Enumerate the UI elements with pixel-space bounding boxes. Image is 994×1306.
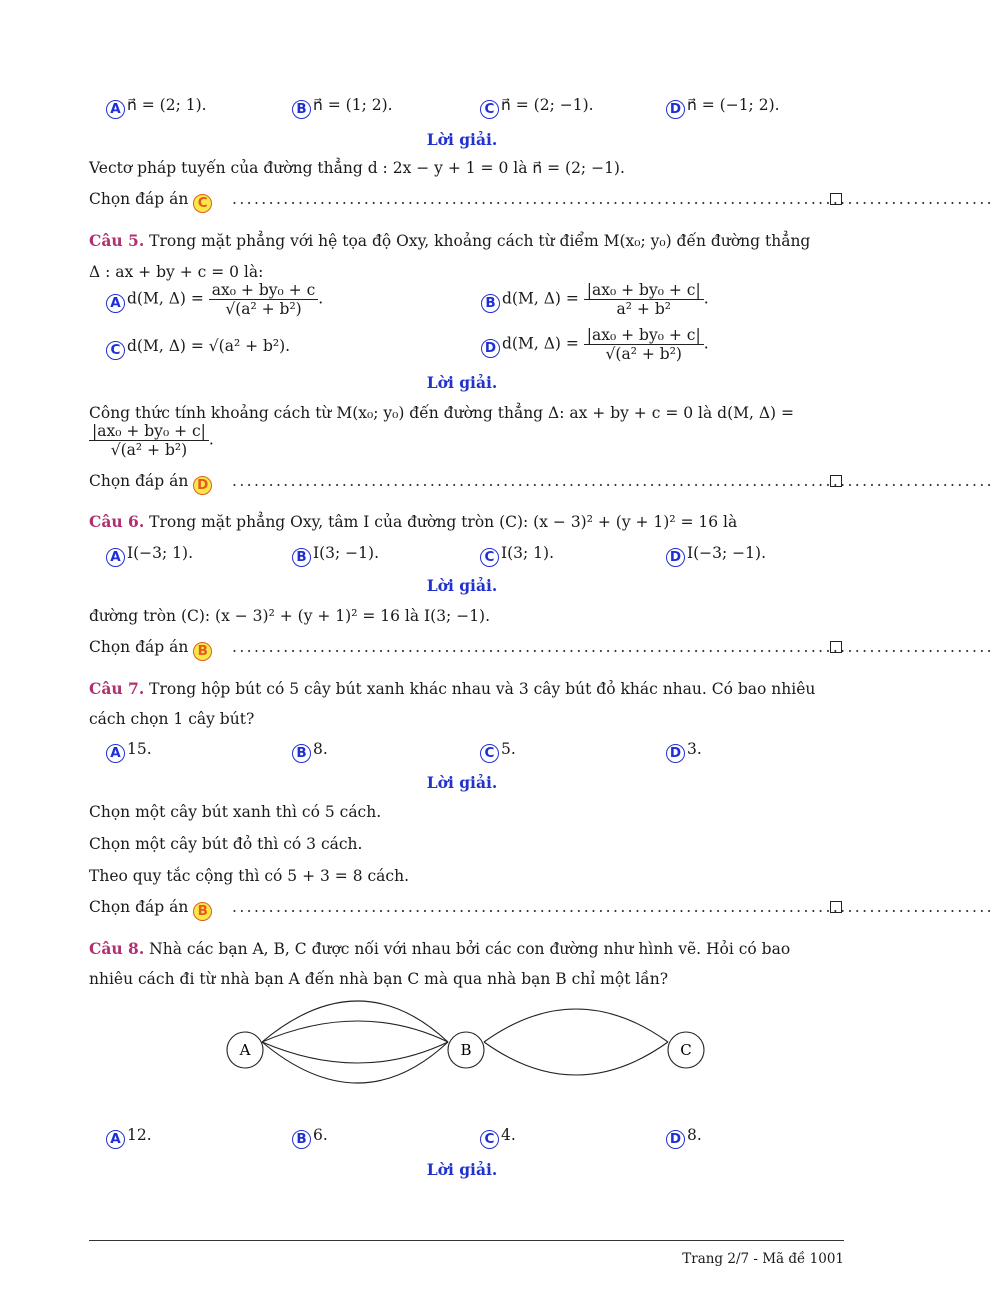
option-text: 6.	[313, 1126, 328, 1144]
fraction	[584, 326, 704, 363]
option-text: n⃗ = (−1; 2).	[687, 96, 780, 114]
option-text: n⃗ = (2; −1).	[501, 96, 594, 114]
q6-option-b	[292, 543, 379, 567]
option-text: I(3; 1).	[501, 544, 555, 562]
question-text-cont: nhiêu cách đi từ nhà bạn A đến nhà bạn C mà qua nhà bạn B chỉ một lần?	[89, 970, 669, 988]
option-badge: B	[292, 1130, 311, 1149]
q7-option-c	[480, 739, 516, 763]
solution-heading: Lời giải.	[426, 576, 498, 595]
answer-label: Chọn đáp án	[89, 898, 189, 916]
question-6	[89, 512, 737, 532]
answer-label: Chọn đáp án	[89, 472, 189, 490]
road-diagram	[0, 990, 924, 1100]
option-badge: B	[292, 548, 311, 567]
question-5	[89, 231, 810, 251]
option-text: 5.	[501, 740, 516, 758]
numerator: |ax₀ + by₀ + c|	[584, 326, 704, 345]
answer-badge: D	[193, 476, 212, 495]
solution-text: Vectơ pháp tuyến của đường thẳng d : 2x − y + 1 = 0 là n⃗ = (2; −1).	[89, 159, 625, 177]
answer-badge: B	[193, 902, 212, 921]
qed-box	[830, 475, 842, 487]
option-badge: A	[106, 1130, 125, 1149]
option-text: I(−3; −1).	[687, 544, 766, 562]
option-text: I(3; −1).	[313, 544, 380, 562]
q7-option-d	[666, 739, 702, 763]
dotted-leader: ........................................................................................................	[232, 898, 994, 916]
answer-label: Chọn đáp án	[89, 190, 189, 208]
qed-box	[830, 193, 842, 205]
road-a-b-2	[262, 1021, 448, 1042]
solution-line: Theo quy tắc cộng thì có 5 + 3 = 8 cách.	[89, 867, 410, 885]
q7-option-a	[106, 739, 152, 763]
option-badge: A	[106, 548, 125, 567]
q8-option-a	[106, 1125, 152, 1149]
q8-option-c	[480, 1125, 516, 1149]
option-text: 3.	[687, 740, 702, 758]
question-label: Câu 7.	[89, 679, 145, 698]
option-text: n⃗ = (1; 2).	[313, 96, 393, 114]
dotted-leader: ........................................................................................................	[232, 638, 994, 656]
option-badge: A	[106, 100, 125, 119]
option-b	[292, 95, 393, 119]
dotted-leader: ........................................................................................................	[232, 472, 994, 490]
node-a	[227, 1032, 263, 1068]
denominator: √(a² + b²)	[605, 345, 682, 363]
option-badge: D	[666, 100, 685, 119]
denominator: √(a² + b²)	[225, 300, 302, 318]
dotted-leader: ........................................................................................................	[232, 190, 994, 208]
solution-heading: Lời giải.	[426, 773, 498, 792]
q8-option-b	[292, 1125, 328, 1149]
question-text: Trong mặt phẳng Oxy, tâm I của đường tròn (C): (x − 3)² + (y + 1)² = 16 là	[149, 513, 738, 531]
option-badge: D	[481, 339, 500, 358]
option-text: 4.	[501, 1126, 516, 1144]
option-prefix: d(M, Δ) =	[502, 289, 579, 308]
fraction	[209, 281, 318, 318]
solution-line: Chọn một cây bút xanh thì có 5 cách.	[89, 803, 382, 821]
solution-fraction: $\frac{\text{|ax₀ + by₀ + c|}}{\text{√(a² + b²)}}$ .	[89, 422, 214, 459]
option-badge: D	[666, 744, 685, 763]
question-label: Câu 6.	[89, 512, 145, 531]
answer-line	[89, 189, 214, 213]
node-b	[448, 1032, 484, 1068]
q5-option-c	[106, 336, 290, 360]
question-7	[89, 679, 815, 699]
fraction	[89, 422, 209, 459]
question-8	[89, 939, 790, 959]
option-badge: C	[106, 341, 125, 360]
option-text: d(M, Δ) = √(a² + b²).	[127, 337, 291, 355]
option-d	[666, 95, 780, 119]
solution-text: đường tròn (C): (x − 3)² + (y + 1)² = 16 là I(3; −1).	[89, 607, 491, 625]
numerator: |ax₀ + by₀ + c|	[89, 422, 209, 441]
question-text-cont: Δ : ax + by + c = 0 là:	[89, 263, 264, 281]
option-badge: A	[106, 744, 125, 763]
road-b-c-2	[484, 1042, 668, 1075]
option-badge: C	[480, 548, 499, 567]
question-label: Câu 5.	[89, 231, 145, 250]
option-badge: C	[480, 744, 499, 763]
node-label: B	[460, 1041, 472, 1059]
roads-a-b	[262, 1001, 448, 1083]
q5-option-a: A d(M, Δ) = $\frac{\text{ax₀ + by₀ + c}}{\text{√(a² + b²)}}$ .	[106, 281, 323, 318]
road-b-c-1	[484, 1009, 668, 1042]
solution-heading: Lời giải.	[426, 373, 498, 392]
answer-line	[89, 897, 214, 921]
question-text-cont: cách chọn 1 cây bút?	[89, 710, 255, 728]
option-badge: B	[292, 744, 311, 763]
q6-option-a	[106, 543, 193, 567]
q6-option-c	[480, 543, 554, 567]
question-text: Nhà các bạn A, B, C được nối với nhau bởi các con đường như hình vẽ. Hỏi có bao	[149, 940, 791, 958]
road-a-b-3	[262, 1042, 448, 1063]
denominator: √(a² + b²)	[110, 441, 188, 459]
footer-rule	[89, 1240, 844, 1241]
option-a	[106, 95, 207, 119]
node-label: A	[239, 1041, 251, 1059]
question-text: Trong hộp bút có 5 cây bút xanh khác nhau và 3 cây bút đỏ khác nhau. Có bao nhiêu	[149, 680, 816, 698]
numerator: ax₀ + by₀ + c	[209, 281, 318, 300]
page-footer: Trang 2/7 - Mã đề 1001	[682, 1251, 844, 1267]
option-c	[480, 95, 594, 119]
q6-option-d	[666, 543, 766, 567]
option-text: 8.	[687, 1126, 702, 1144]
option-prefix: d(M, Δ) =	[502, 334, 579, 353]
option-text: 15.	[127, 740, 152, 758]
option-badge: A	[106, 294, 125, 313]
option-badge: C	[480, 1130, 499, 1149]
option-text: 8.	[313, 740, 328, 758]
option-badge: D	[666, 548, 685, 567]
option-badge: D	[666, 1130, 685, 1149]
q5-option-d: D d(M, Δ) = $\frac{\text{|ax₀ + by₀ + c|}}{\text{√(a² + b²)}}$ .	[481, 326, 709, 363]
q8-option-d	[666, 1125, 702, 1149]
q5-option-b: B d(M, Δ) = $\frac{\text{|ax₀ + by₀ + c|}}{\text{a² + b²}}$ .	[481, 281, 709, 318]
answer-badge: B	[193, 642, 212, 661]
fraction	[584, 281, 704, 318]
option-text: n⃗ = (2; 1).	[127, 96, 207, 114]
solution-text: Công thức tính khoảng cách từ M(x₀; y₀) đến đường thẳng Δ: ax + by + c = 0 là d(M, Δ) =	[89, 404, 794, 422]
solution-heading: Lời giải.	[426, 1160, 498, 1179]
roads-b-c	[484, 1009, 668, 1075]
option-prefix: d(M, Δ) =	[127, 289, 204, 308]
question-text: Trong mặt phẳng với hệ tọa độ Oxy, khoảng cách từ điểm M(x₀; y₀) đến đường thẳng	[149, 232, 811, 250]
node-label: C	[680, 1041, 692, 1059]
qed-box	[830, 641, 842, 653]
q7-option-b	[292, 739, 328, 763]
question-label: Câu 8.	[89, 939, 145, 958]
option-text: I(−3; 1).	[127, 544, 194, 562]
option-badge: B	[292, 100, 311, 119]
option-badge: B	[481, 294, 500, 313]
numerator: |ax₀ + by₀ + c|	[584, 281, 704, 300]
qed-box	[830, 901, 842, 913]
denominator: a² + b²	[616, 300, 671, 318]
option-badge: C	[480, 100, 499, 119]
node-c	[668, 1032, 704, 1068]
answer-line	[89, 471, 214, 495]
option-text: 12.	[127, 1126, 152, 1144]
answer-label: Chọn đáp án	[89, 638, 189, 656]
solution-heading: Lời giải.	[426, 130, 498, 149]
answer-badge: C	[193, 194, 212, 213]
answer-line	[89, 637, 214, 661]
solution-line: Chọn một cây bút đỏ thì có 3 cách.	[89, 835, 363, 853]
